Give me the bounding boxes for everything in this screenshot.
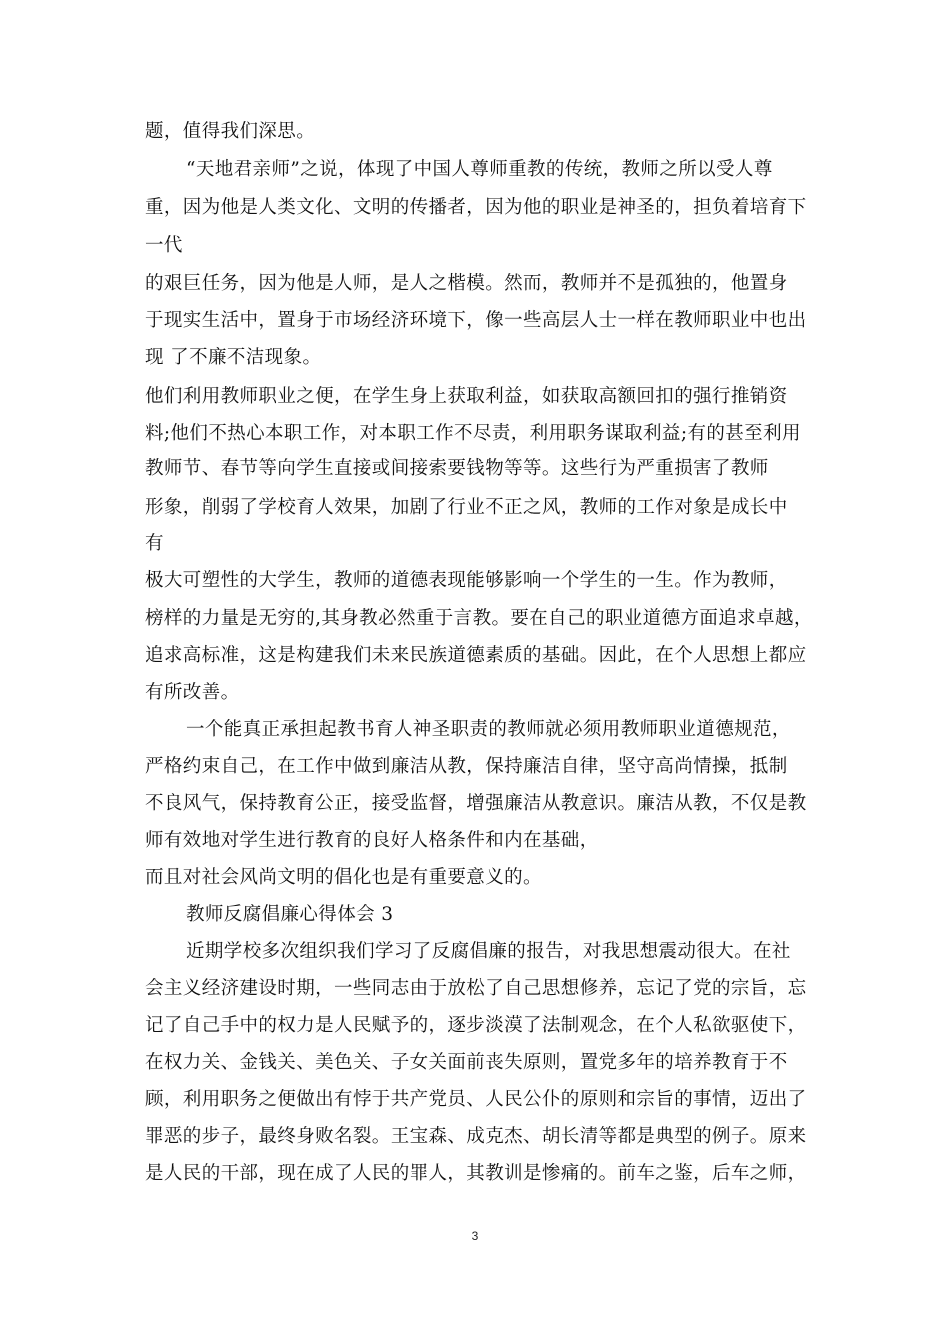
text-line: 现 了不廉不洁现象。 [145,347,322,368]
text-line: 的艰巨任务，因为他是人师，是人之楷模。然而，教师并不是孤独的，他置身 [145,273,788,294]
text-line: 料;他们不热心本职工作，对本职工作不尽责，利用职务谋取利益;有的甚至利用 [145,423,801,444]
text-line: 记了自己手中的权力是人民赋予的，逐步淡漠了法制观念，在个人私欲驱使下， [145,1015,807,1036]
text-line: 教师节、春节等向学生直接或间接索要钱物等等。这些行为严重损害了教师 [145,458,769,479]
text-line: 罪恶的步子，最终身败名裂。王宝森、成克杰、胡长清等都是典型的例子。原来 [145,1126,807,1147]
text-line: 极大可塑性的大学生，教师的道德表现能够影响一个学生的一生。作为教师， [145,570,788,591]
text-line: 题，值得我们深思。 [145,121,316,142]
text-line: 他们利用教师职业之便，在学生身上获取利益，如获取高额回扣的强行推销资 [145,386,788,407]
text-line: 师有效地对学生进行教育的良好人格条件和内在基础， [145,830,599,851]
text-line: 追求高标准，这是构建我们未来民族道德素质的基础。因此，在个人思想上都应 [145,645,807,666]
text-line: 重，因为他是人类文化、文明的传播者，因为他的职业是神圣的，担负着培育下 [145,197,807,218]
text-line: 于现实生活中，置身于市场经济环境下，像一些高层人士一样在教师职业中也出 [145,310,807,331]
text-line: 有所改善。 [145,682,240,703]
section-heading: 教师反腐倡廉心得体会 3 [186,904,394,925]
text-line: 有 [145,533,164,554]
text-line: 榜样的力量是无穷的,其身教必然重于言教。要在自己的职业道德方面追求卓越， [145,608,813,629]
text-line: 不良风气，保持教育公正，接受监督，增强廉洁从教意识。廉洁从教，不仅是教 [145,793,807,814]
text-line: 一个能真正承担起教书育人神圣职责的教师就必须用教师职业道德规范， [186,719,791,740]
text-line: 在权力关、金钱关、美色关、子女关面前丧失原则，置党多年的培养教育于不 [145,1052,788,1073]
text-line: 而且对社会风尚文明的倡化也是有重要意义的。 [145,867,542,888]
text-line: 顾，利用职务之便做出有悖于共产党员、人民公仆的原则和宗旨的事情，迈出了 [145,1089,807,1110]
text-line: 是人民的干部，现在成了人民的罪人，其教训是惨痛的。前车之鉴，后车之师， [145,1163,807,1184]
text-line: 会主义经济建设时期，一些同志由于放松了自己思想修养，忘记了党的宗旨，忘 [145,978,807,999]
text-line: 近期学校多次组织我们学习了反腐倡廉的报告，对我思想震动很大。在社 [186,941,791,962]
text-line: 严格约束自己，在工作中做到廉洁从教，保持廉洁自律，坚守高尚情操，抵制 [145,756,788,777]
text-line: 一代 [145,235,183,256]
text-line: “天地君亲师”之说，体现了中国人尊师重教的传统，教师之所以受人尊 [186,159,773,180]
text-line: 形象，削弱了学校育人效果，加剧了行业不正之风，教师的工作对象是成长中 [145,497,788,518]
page-number: 3 [471,1229,479,1243]
